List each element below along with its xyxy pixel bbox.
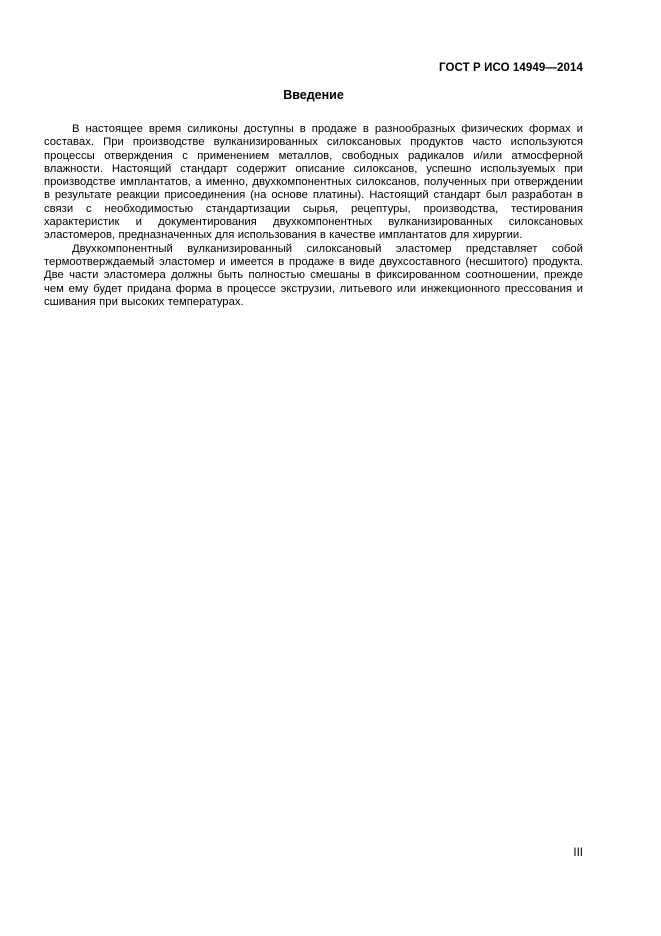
page-number: III	[573, 847, 583, 859]
paragraph-1: В настоящее время силиконы доступны в продаже в разнообразных физических формах и составах. При производстве вулканизированных силоксановых продуктов часто используются процессы отверждения с применением металлов, свободных радикалов и/или атмосферной влажности. Настоящий стандарт содержит описание силоксанов, успешно используемых при производстве имплантатов, а именно, двухкомпонентных силоксанов, полученных при отверждении в результате реакции присоединения (на основе платины). Настоящий стандарт был разработан в связи с необходимостью стандартизации сырья, рецептуры, производства, тестирования характеристик и документирования двухкомпонентных вулканизированных силоксановых эластомеров, предназначенных для использования в качестве имплантатов для хирургии.	[44, 123, 583, 242]
document-body	[44, 123, 583, 309]
document-section-title: Введение	[283, 88, 344, 102]
document-standard-code: ГОСТ Р ИСО 14949—2014	[438, 62, 583, 74]
paragraph-2: Двухкомпонентный вулканизированный силоксановый эластомер представляет собой термоотверждаемый эластомер и имеется в продаже в виде двухсоставного (несшитого) продукта. Две части эластомера должны быть полностью смешаны в фиксированном соотношении, прежде чем ему будет придана форма в процессе экструзии, литьевого или инжекционного прессования и сшивания при высоких температурах.	[44, 242, 583, 308]
